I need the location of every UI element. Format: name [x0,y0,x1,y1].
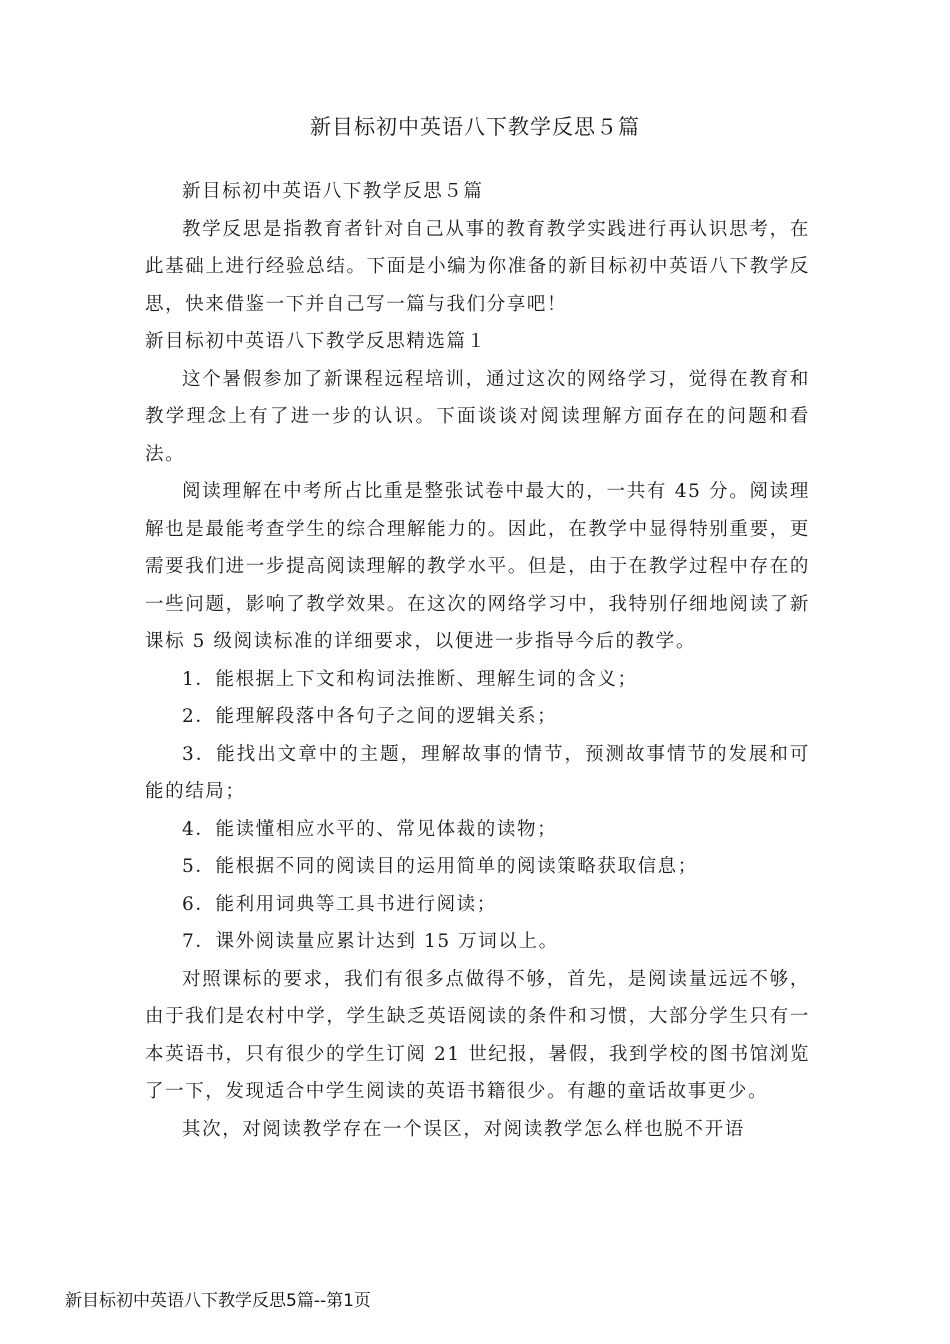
paragraph: 这个暑假参加了新课程远程培训，通过这次的网络学习，觉得在教育和教学理念上有了进一步的认识。下面谈谈对阅读理解方面存在的问题和看法。 [145,368,810,465]
paragraph: 1．能根据上下文和构词法推断、理解生词的含义； [182,668,638,690]
paragraph: 教学反思是指教育者针对自己从事的教育教学实践进行再认识思考，在此基础上进行经验总结。下面是小编为你准备的新目标初中英语八下教学反思，快来借鉴一下并自己写一篇与我们分享吧！ [145,218,810,315]
paragraph: 5．能根据不同的阅读目的运用简单的阅读策略获取信息； [182,856,698,877]
paragraph: 6．能利用词典等工具书进行阅读； [182,893,497,915]
paragraph: 7．课外阅读量应累计达到 15 万词以上。 [182,931,559,952]
paragraph: 2．能理解段落中各句子之间的逻辑关系； [182,706,558,727]
paragraph: 阅读理解在中考所占比重是整张试卷中最大的，一共有 45 分。阅读理解也是最能考查学生的综合理解能力的。因此，在教学中显得特别重要，更需要我们进一步提高阅读理解的教学水平。但是，由于在教学过程中存在的一些问题，影响了教学效果。在这次的网络学习中，我特别仔细地阅读了新课标 5 级阅读标准的详细要求，以便进一步指导今后的教学。 [145,481,810,652]
paragraph: 对照课标的要求，我们有很多点做得不够，首先，是阅读量远远不够，由于我们是农村中学，学生缺乏英语阅读的条件和习惯，大部分学生只有一本英语书，只有很少的学生订阅 21 世纪报，暑假，我到学校的图书馆浏览了一下，发现适合中学生阅读的英语书籍很少。有趣的童话故事更少。 [145,968,810,1102]
page-footer: 新目标初中英语八下教学反思5篇--第1页 [65,1291,371,1311]
document-body [145,173,810,1148]
paragraph: 4．能读懂相应水平的、常见体裁的读物； [182,818,558,840]
paragraph: 其次，对阅读教学存在一个误区，对阅读教学怎么样也脱不开语 [182,1118,745,1140]
paragraph: 新目标初中英语八下教学反思５篇 [182,181,484,202]
document-title: 新目标初中英语八下教学反思５篇 [310,115,640,139]
paragraph: 新目标初中英语八下教学反思精选篇１ [145,331,487,352]
paragraph: 3．能找出文章中的主题，理解故事的情节，预测故事情节的发展和可能的结局； [145,743,810,802]
